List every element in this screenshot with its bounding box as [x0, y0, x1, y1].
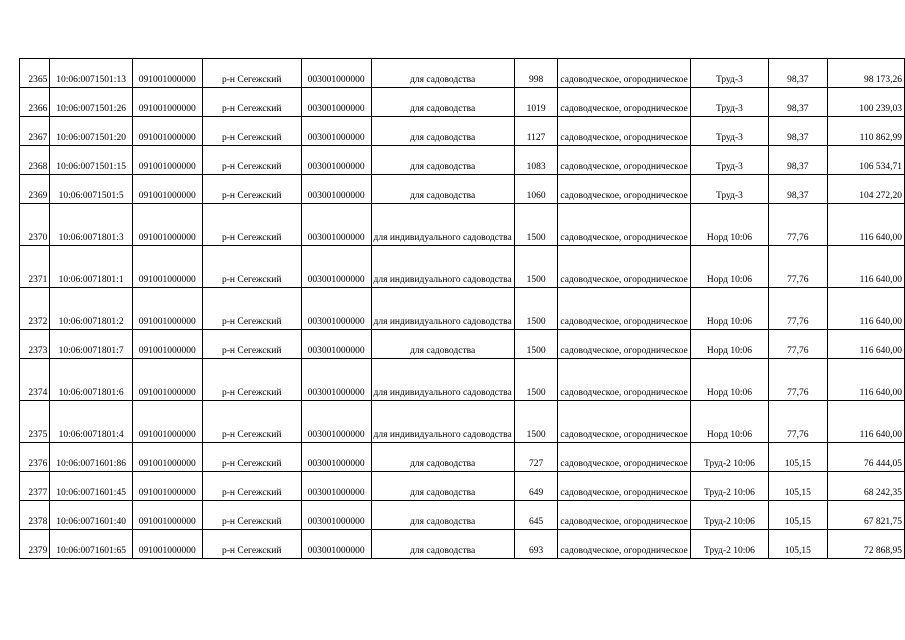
oktmo-cell: 003001000000	[301, 117, 371, 146]
table-row	[20, 88, 905, 117]
oktmo-cell: 003001000000	[301, 59, 371, 88]
row-number: 2368	[20, 146, 50, 175]
cadastral-cost-cell: 72 868,95	[827, 530, 904, 559]
cadastral-number: 10:06:0071501:15	[50, 146, 133, 175]
cadastral-number: 10:06:0071501:26	[50, 88, 133, 117]
category-cell: садоводческое, огородническое	[558, 146, 690, 175]
cadastral-number: 10:06:0071801:1	[50, 246, 133, 288]
permitted-use-cell: для садоводства	[371, 443, 514, 472]
land-plots-table	[19, 58, 905, 559]
specific-value-cell: 105,15	[769, 530, 827, 559]
code-cell: 091001000000	[132, 59, 202, 88]
cadastral-cost-cell: 100 239,03	[827, 88, 904, 117]
area-cell: 649	[514, 472, 558, 501]
district-cell: р-н Сегежский	[202, 401, 301, 443]
settlement-name-cell: Труд-3	[690, 59, 768, 88]
permitted-use-cell: для садоводства	[371, 330, 514, 359]
district-cell: р-н Сегежский	[202, 472, 301, 501]
table-row	[20, 175, 905, 204]
code-cell: 091001000000	[132, 117, 202, 146]
settlement-name-cell: Труд-2 10:06	[690, 501, 768, 530]
row-number: 2376	[20, 443, 50, 472]
code-cell: 091001000000	[132, 501, 202, 530]
oktmo-cell: 003001000000	[301, 246, 371, 288]
oktmo-cell: 003001000000	[301, 501, 371, 530]
area-cell: 693	[514, 530, 558, 559]
oktmo-cell: 003001000000	[301, 146, 371, 175]
code-cell: 091001000000	[132, 443, 202, 472]
table-row	[20, 359, 905, 401]
settlement-name-cell: Норд 10:06	[690, 330, 768, 359]
area-cell: 1500	[514, 401, 558, 443]
district-cell: р-н Сегежский	[202, 359, 301, 401]
area-cell: 1127	[514, 117, 558, 146]
code-cell: 091001000000	[132, 530, 202, 559]
permitted-use-cell: для садоводства	[371, 88, 514, 117]
specific-value-cell: 77,76	[769, 288, 827, 330]
cadastral-cost-cell: 116 640,00	[827, 401, 904, 443]
table-row	[20, 288, 905, 330]
oktmo-cell: 003001000000	[301, 472, 371, 501]
cadastral-number: 10:06:0071501:5	[50, 175, 133, 204]
cadastral-cost-cell: 116 640,00	[827, 204, 904, 246]
specific-value-cell: 77,76	[769, 330, 827, 359]
settlement-name-cell: Норд 10:06	[690, 204, 768, 246]
oktmo-cell: 003001000000	[301, 530, 371, 559]
row-number: 2365	[20, 59, 50, 88]
permitted-use-cell: для индивидуального садоводства	[371, 246, 514, 288]
table-row	[20, 204, 905, 246]
table-row	[20, 59, 905, 88]
district-cell: р-н Сегежский	[202, 175, 301, 204]
specific-value-cell: 77,76	[769, 246, 827, 288]
area-cell: 1060	[514, 175, 558, 204]
row-number: 2378	[20, 501, 50, 530]
cadastral-number: 10:06:0071601:40	[50, 501, 133, 530]
district-cell: р-н Сегежский	[202, 330, 301, 359]
area-cell: 1500	[514, 204, 558, 246]
specific-value-cell: 98,37	[769, 88, 827, 117]
oktmo-cell: 003001000000	[301, 330, 371, 359]
row-number: 2373	[20, 330, 50, 359]
category-cell: садоводческое, огородническое	[558, 472, 690, 501]
cadastral-number: 10:06:0071801:6	[50, 359, 133, 401]
settlement-name-cell: Труд-3	[690, 146, 768, 175]
table-row	[20, 246, 905, 288]
cadastral-number: 10:06:0071601:45	[50, 472, 133, 501]
cadastral-number: 10:06:0071501:20	[50, 117, 133, 146]
row-number: 2369	[20, 175, 50, 204]
settlement-name-cell: Норд 10:06	[690, 288, 768, 330]
oktmo-cell: 003001000000	[301, 288, 371, 330]
cadastral-cost-cell: 76 444,05	[827, 443, 904, 472]
row-number: 2375	[20, 401, 50, 443]
category-cell: садоводческое, огородническое	[558, 530, 690, 559]
settlement-name-cell: Труд-2 10:06	[690, 530, 768, 559]
category-cell: садоводческое, огородническое	[558, 501, 690, 530]
row-number: 2379	[20, 530, 50, 559]
area-cell: 1019	[514, 88, 558, 117]
specific-value-cell: 77,76	[769, 204, 827, 246]
table-row	[20, 401, 905, 443]
area-cell: 1500	[514, 359, 558, 401]
area-cell: 1500	[514, 246, 558, 288]
cadastral-cost-cell: 110 862,99	[827, 117, 904, 146]
oktmo-cell: 003001000000	[301, 443, 371, 472]
cadastral-number: 10:06:0071801:3	[50, 204, 133, 246]
area-cell: 1500	[514, 288, 558, 330]
cadastral-cost-cell: 116 640,00	[827, 288, 904, 330]
permitted-use-cell: для индивидуального садоводства	[371, 288, 514, 330]
area-cell: 727	[514, 443, 558, 472]
permitted-use-cell: для садоводства	[371, 175, 514, 204]
table-row	[20, 117, 905, 146]
cadastral-cost-cell: 116 640,00	[827, 330, 904, 359]
code-cell: 091001000000	[132, 246, 202, 288]
category-cell: садоводческое, огородническое	[558, 175, 690, 204]
district-cell: р-н Сегежский	[202, 501, 301, 530]
category-cell: садоводческое, огородническое	[558, 288, 690, 330]
row-number: 2371	[20, 246, 50, 288]
district-cell: р-н Сегежский	[202, 288, 301, 330]
cadastral-number: 10:06:0071601:65	[50, 530, 133, 559]
code-cell: 091001000000	[132, 204, 202, 246]
specific-value-cell: 98,37	[769, 59, 827, 88]
settlement-name-cell: Норд 10:06	[690, 401, 768, 443]
specific-value-cell: 105,15	[769, 443, 827, 472]
table-row	[20, 472, 905, 501]
cadastral-number: 10:06:0071601:86	[50, 443, 133, 472]
code-cell: 091001000000	[132, 401, 202, 443]
district-cell: р-н Сегежский	[202, 117, 301, 146]
settlement-name-cell: Труд-2 10:06	[690, 472, 768, 501]
oktmo-cell: 003001000000	[301, 359, 371, 401]
district-cell: р-н Сегежский	[202, 146, 301, 175]
district-cell: р-н Сегежский	[202, 246, 301, 288]
category-cell: садоводческое, огородническое	[558, 330, 690, 359]
specific-value-cell: 105,15	[769, 501, 827, 530]
cadastral-number: 10:06:0071801:4	[50, 401, 133, 443]
area-cell: 1500	[514, 330, 558, 359]
category-cell: садоводческое, огородническое	[558, 117, 690, 146]
cadastral-cost-cell: 104 272,20	[827, 175, 904, 204]
permitted-use-cell: для садоводства	[371, 472, 514, 501]
table-row	[20, 443, 905, 472]
code-cell: 091001000000	[132, 288, 202, 330]
permitted-use-cell: для садоводства	[371, 530, 514, 559]
cadastral-number: 10:06:0071801:7	[50, 330, 133, 359]
row-number: 2374	[20, 359, 50, 401]
category-cell: садоводческое, огородническое	[558, 401, 690, 443]
row-number: 2367	[20, 117, 50, 146]
district-cell: р-н Сегежский	[202, 59, 301, 88]
row-number: 2372	[20, 288, 50, 330]
code-cell: 091001000000	[132, 472, 202, 501]
settlement-name-cell: Труд-2 10:06	[690, 443, 768, 472]
table-body	[20, 59, 905, 559]
district-cell: р-н Сегежский	[202, 443, 301, 472]
category-cell: садоводческое, огородническое	[558, 59, 690, 88]
cadastral-number: 10:06:0071801:2	[50, 288, 133, 330]
code-cell: 091001000000	[132, 146, 202, 175]
code-cell: 091001000000	[132, 330, 202, 359]
permitted-use-cell: для индивидуального садоводства	[371, 204, 514, 246]
specific-value-cell: 98,37	[769, 146, 827, 175]
category-cell: садоводческое, огородническое	[558, 204, 690, 246]
permitted-use-cell: для садоводства	[371, 501, 514, 530]
permitted-use-cell: для садоводства	[371, 146, 514, 175]
cadastral-cost-cell: 106 534,71	[827, 146, 904, 175]
cadastral-number: 10:06:0071501:13	[50, 59, 133, 88]
table-row	[20, 330, 905, 359]
category-cell: садоводческое, огородническое	[558, 443, 690, 472]
row-number: 2366	[20, 88, 50, 117]
specific-value-cell: 105,15	[769, 472, 827, 501]
row-number: 2377	[20, 472, 50, 501]
code-cell: 091001000000	[132, 175, 202, 204]
code-cell: 091001000000	[132, 359, 202, 401]
area-cell: 645	[514, 501, 558, 530]
cadastral-cost-cell: 68 242,35	[827, 472, 904, 501]
table-row	[20, 501, 905, 530]
oktmo-cell: 003001000000	[301, 204, 371, 246]
area-cell: 998	[514, 59, 558, 88]
district-cell: р-н Сегежский	[202, 204, 301, 246]
oktmo-cell: 003001000000	[301, 175, 371, 204]
specific-value-cell: 77,76	[769, 359, 827, 401]
cadastral-cost-cell: 98 173,26	[827, 59, 904, 88]
category-cell: садоводческое, огородническое	[558, 359, 690, 401]
cadastral-cost-cell: 116 640,00	[827, 246, 904, 288]
settlement-name-cell: Норд 10:06	[690, 246, 768, 288]
settlement-name-cell: Норд 10:06	[690, 359, 768, 401]
category-cell: садоводческое, огородническое	[558, 88, 690, 117]
specific-value-cell: 98,37	[769, 175, 827, 204]
specific-value-cell: 98,37	[769, 117, 827, 146]
row-number: 2370	[20, 204, 50, 246]
settlement-name-cell: Труд-3	[690, 175, 768, 204]
settlement-name-cell: Труд-3	[690, 117, 768, 146]
category-cell: садоводческое, огородническое	[558, 246, 690, 288]
settlement-name-cell: Труд-3	[690, 88, 768, 117]
permitted-use-cell: для садоводства	[371, 59, 514, 88]
cadastral-cost-cell: 116 640,00	[827, 359, 904, 401]
cadastral-cost-cell: 67 821,75	[827, 501, 904, 530]
document-page	[19, 58, 905, 559]
oktmo-cell: 003001000000	[301, 88, 371, 117]
table-row	[20, 530, 905, 559]
district-cell: р-н Сегежский	[202, 530, 301, 559]
permitted-use-cell: для садоводства	[371, 117, 514, 146]
district-cell: р-н Сегежский	[202, 88, 301, 117]
table-row	[20, 146, 905, 175]
permitted-use-cell: для индивидуального садоводства	[371, 401, 514, 443]
specific-value-cell: 77,76	[769, 401, 827, 443]
code-cell: 091001000000	[132, 88, 202, 117]
oktmo-cell: 003001000000	[301, 401, 371, 443]
permitted-use-cell: для индивидуального садоводства	[371, 359, 514, 401]
area-cell: 1083	[514, 146, 558, 175]
